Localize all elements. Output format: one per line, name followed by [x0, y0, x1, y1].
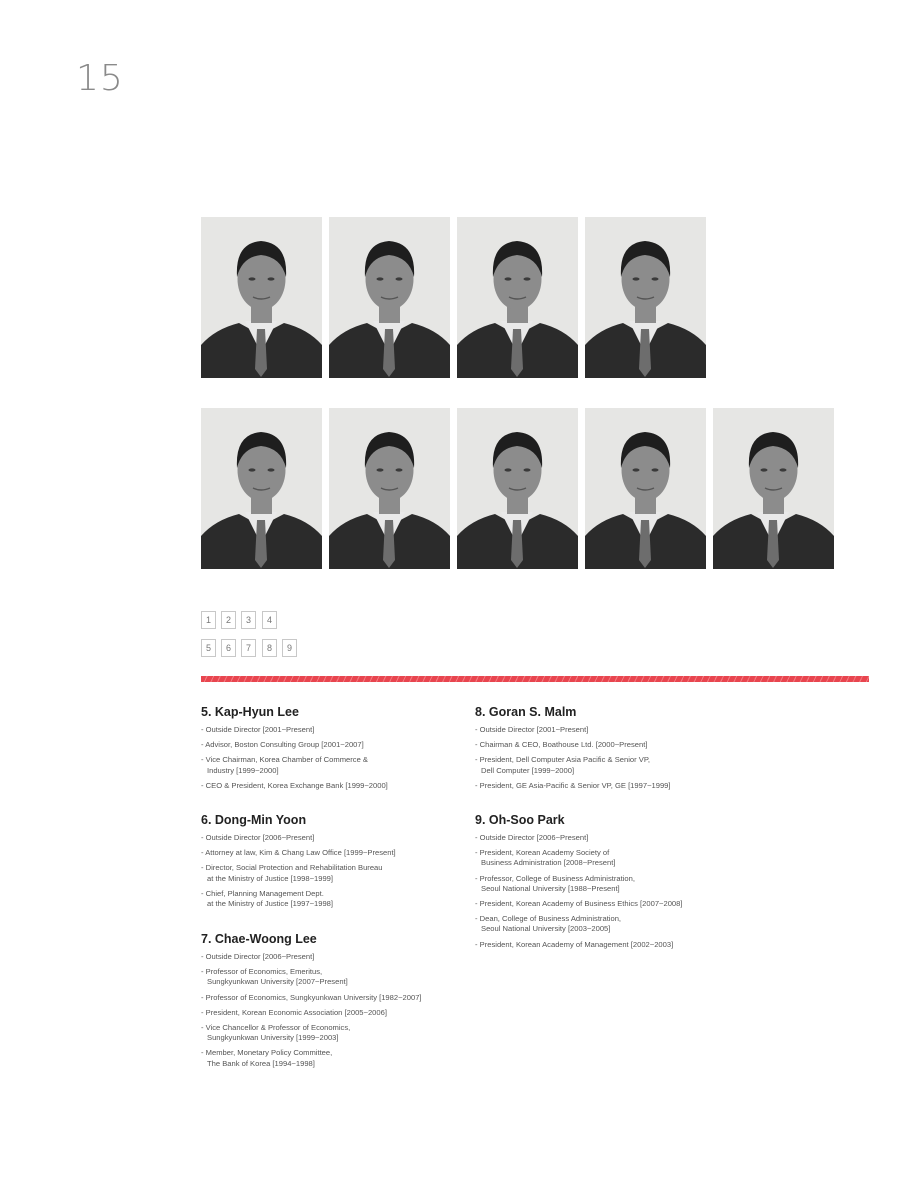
bio-line: - Attorney at law, Kim & Chang Law Office [1999~Present]: [201, 848, 396, 858]
page-number: 15: [76, 58, 124, 99]
director-photo-8: [585, 408, 706, 569]
photo-number-9: 9: [282, 639, 297, 657]
photo-number-2: 2: [221, 611, 236, 629]
directors-left-column: [201, 705, 461, 796]
photo-number-4: 4: [262, 611, 277, 629]
directors-left-column-3: [201, 932, 461, 1074]
bio-line: - Chairman & CEO, Boathouse Ltd. [2000~Present]: [475, 740, 648, 750]
director-photo-4: [585, 217, 706, 378]
directors-right-column-2: [475, 813, 735, 955]
directors-right-column: [475, 705, 735, 796]
bio-line: - Chief, Planning Management Dept. at the Ministry of Justice [1997~1998]: [201, 888, 334, 909]
director-name: 5. Kap-Hyun Lee: [201, 705, 299, 719]
directors-left-column-2: [201, 813, 461, 914]
photo-number-1: 1: [201, 611, 216, 629]
director-photo-6: [329, 408, 450, 569]
photo-number-6: 6: [221, 639, 236, 657]
director-name: 8. Goran S. Malm: [475, 705, 577, 719]
bio-line: - Outside Director [2001~Present]: [201, 725, 315, 734]
director-bio-9: [475, 813, 735, 950]
bio-line: - Professor of Economics, Sungkyunkwan University [1982~2007]: [201, 992, 422, 1002]
bio-line: - President, GE Asia-Pacific & Senior VP, GE [1997~1999]: [475, 780, 671, 790]
director-name: 6. Dong-Min Yoon: [201, 813, 307, 827]
bio-line: - President, Korean Academy Society of Business Administration [2008~Present]: [475, 848, 616, 868]
photo-number-3: 3: [241, 611, 256, 629]
bio-line: - Vice Chairman, Korea Chamber of Commerce & Industry [1999~2000]: [201, 755, 368, 775]
bio-line: - Vice Chancellor & Professor of Economics, Sungkyunkwan University [1999~2003]: [201, 1023, 351, 1043]
bio-line: - Outside Director [2006~Present]: [201, 833, 315, 842]
bio-line: - Member, Monetary Policy Committee, The Bank of Korea [1994~1998]: [201, 1048, 333, 1068]
director-name: 7. Chae-Woong Lee: [201, 932, 317, 946]
director-photo-5: [201, 408, 322, 569]
accent-divider-stripe: [201, 676, 869, 682]
bio-line: - Outside Director [2001~Present]: [475, 725, 589, 734]
bio-line: - Dean, College of Business Administration, Seoul National University [2003~2005]: [475, 914, 622, 934]
bio-line: - President, Korean Economic Association [2005~2006]: [201, 1007, 387, 1017]
director-photo-2: [329, 217, 450, 378]
director-bio-6: [201, 813, 461, 909]
director-photo-1: [201, 217, 322, 378]
director-photo-7: [457, 408, 578, 569]
director-photo-3: [457, 217, 578, 378]
bio-line: - Outside Director [2006~Present]: [475, 833, 589, 842]
bio-line: - Outside Director [2006~Present]: [201, 952, 315, 961]
director-photo-9: [713, 408, 834, 569]
photo-number-8: 8: [262, 639, 277, 657]
bio-line: - Advisor, Boston Consulting Group [2001~2007]: [201, 740, 364, 750]
director-bio-5: [201, 705, 461, 791]
director-bio-7: [201, 932, 461, 1069]
bio-line: - President, Dell Computer Asia Pacific & Senior VP, Dell Computer [1999~2000]: [475, 755, 651, 775]
director-name: 9. Oh-Soo Park: [475, 813, 565, 827]
photo-number-5: 5: [201, 639, 216, 657]
bio-line: - President, Korean Academy of Business Ethics [2007~2008]: [475, 899, 683, 909]
director-bio-8: [475, 705, 735, 791]
bio-line: - President, Korean Academy of Management [2002~2003]: [475, 939, 674, 949]
bio-line: - Professor of Economics, Emeritus, Sungkyunkwan University [2007~Present]: [201, 967, 348, 987]
photo-number-7: 7: [241, 639, 256, 657]
bio-line: - Director, Social Protection and Rehabilitation Bureau at the Ministry of Justice [1998~1999]: [201, 863, 383, 883]
bio-line: - CEO & President, Korea Exchange Bank [1999~2000]: [201, 780, 388, 790]
bio-line: - Professor, College of Business Administration, Seoul National University [1988~Present]: [475, 873, 635, 893]
